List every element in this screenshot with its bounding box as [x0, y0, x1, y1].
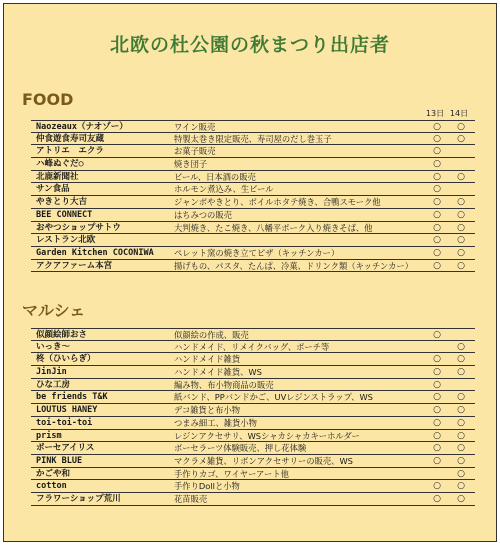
day-14-mark: ○: [457, 235, 465, 246]
day-13-mark: ○: [433, 330, 441, 340]
day-14-mark: ○: [457, 405, 465, 416]
vendor-description: 手作りカゴ、ワイヤーアート他: [174, 468, 289, 479]
vendor-name: 仲食遊食寿司友蔵: [36, 133, 105, 144]
vendor-name: PINK BLUE: [36, 455, 83, 466]
vendor-name: be friends T&K: [36, 392, 108, 403]
vendor-description: ペレット窯の焼き立てピザ（キッチンカー）: [174, 247, 340, 258]
vendor-name: フラワーショップ荒川: [36, 493, 121, 504]
vendor-description: ジャンボやきとり、ボイルホタテ焼き、合鴨スモーク他: [174, 197, 381, 208]
vendor-description: ハンドメイド雑貨: [174, 354, 241, 365]
vendor-description: ビール、日本酒の販売: [174, 171, 256, 182]
day-13-mark: ○: [433, 417, 441, 428]
vendor-description: デコ雑貨と布小物: [174, 405, 241, 416]
marche-vendor-table: [31, 328, 475, 506]
day-14-mark: ○: [457, 367, 465, 378]
vendor-name: アトリエ エクラ: [36, 146, 104, 157]
day-14-mark: ○: [457, 222, 465, 233]
vendor-name: 北鹿新聞社: [36, 171, 79, 182]
vendor-name: ボーセアイリス: [36, 443, 95, 454]
day-13-mark: ○: [433, 184, 441, 195]
day-13-mark: ○: [433, 247, 441, 258]
vendor-description: ハンドメイド、リメイクバッグ、ポーチ等: [174, 341, 330, 352]
vendor-description: 紙バンド、PPバンドかご、UVレジンストラップ、WS: [174, 392, 373, 403]
vendor-description: ボーセラーツ体験販売、押し花体験: [174, 443, 307, 454]
table-row: [31, 183, 475, 196]
vendor-description: はちみつの販売: [174, 209, 232, 220]
day-13-mark: ○: [433, 159, 441, 170]
day-13-mark: ○: [433, 171, 441, 182]
day-14-mark: ○: [457, 481, 465, 492]
table-row: [31, 260, 475, 273]
table-row: [31, 455, 475, 468]
vendor-description: 似顔絵の作成、販売: [174, 330, 249, 340]
table-row: [31, 366, 475, 379]
vendor-name: cotton: [36, 481, 67, 492]
table-row: [31, 442, 475, 455]
vendor-name: ひな工房: [36, 379, 71, 390]
table-row: [31, 133, 475, 146]
day-14-mark: ○: [457, 171, 465, 182]
vendor-name: かごや和: [36, 468, 71, 479]
table-row: [31, 158, 475, 171]
vendor-name: おやつショップサトウ: [36, 222, 121, 233]
day-14-mark: ○: [457, 209, 465, 220]
table-row: [31, 391, 475, 404]
day-14-mark: ○: [457, 392, 465, 403]
vendor-description: 手作りDollと小物: [174, 481, 240, 492]
vendor-description: 焼き団子: [174, 159, 208, 170]
table-row: [31, 171, 475, 184]
food-vendor-table: [31, 120, 475, 272]
day-13-mark: ○: [433, 405, 441, 416]
table-row: [31, 234, 475, 247]
vendor-description: ワイン販売: [174, 122, 216, 132]
table-row: [31, 468, 475, 481]
day-13-mark: ○: [433, 443, 441, 454]
section-heading-food: FOOD: [22, 90, 74, 109]
table-row: [31, 480, 475, 493]
vendor-description: マクラメ雑貨、リボンアクセサリーの販売、WS: [174, 455, 353, 466]
vendor-description: レジンアクセサリ、WSシャカシャカキーホルダー: [174, 430, 360, 441]
day-13-mark: ○: [433, 392, 441, 403]
day-14-mark: ○: [457, 493, 465, 504]
vendor-name: アクアファーム本宮: [36, 260, 113, 271]
vendor-description: 揚げもの、パスタ、たんぱ、冷菓、ドリンク類（キッチンカー）: [174, 260, 414, 271]
day-13-mark: ○: [433, 133, 441, 144]
vendor-name: LOUTUS HANEY: [36, 405, 98, 416]
vendor-name: toi-toi-toi: [36, 417, 93, 428]
vendor-name: 似顔絵師おさ: [36, 330, 88, 340]
vendor-description: つまみ細工、雑貨小物: [174, 417, 257, 428]
vendor-name: prism: [36, 430, 62, 441]
vendor-name: いっき～: [36, 341, 71, 352]
day-13-mark: ○: [433, 222, 441, 233]
day-13-mark: ○: [433, 235, 441, 246]
day-13-mark: ○: [433, 122, 441, 132]
vendor-name: 柊（ひいらぎ）: [36, 354, 96, 365]
day-13-mark: ○: [433, 430, 441, 441]
vendor-description: 花苗販売: [174, 493, 208, 504]
day-13-mark: ○: [433, 354, 441, 365]
table-row: [31, 417, 475, 430]
vendor-description: 特製太巻き限定販売、寿司屋のだし巻玉子: [174, 133, 332, 144]
day-14-mark: ○: [457, 443, 465, 454]
table-row: [31, 430, 475, 443]
table-row: [31, 404, 475, 417]
vendor-description: ハンドメイド雑貨、WS: [174, 367, 262, 378]
vendor-description: 編み物、布小物商品の販売: [174, 379, 274, 390]
table-row: [31, 145, 475, 158]
day-13-mark: ○: [433, 493, 441, 504]
day-13-mark: ○: [433, 481, 441, 492]
day-14-mark: ○: [457, 354, 465, 365]
vendor-name: やきとり大吉: [36, 197, 88, 208]
day-header-13: 13日: [425, 109, 445, 118]
vendor-name: BEE CONNECT: [36, 209, 93, 220]
table-row: [31, 379, 475, 392]
day-13-mark: ○: [433, 260, 441, 271]
day-13-mark: ○: [433, 197, 441, 208]
day-13-mark: ○: [433, 146, 441, 157]
flyer-page: [3, 3, 497, 542]
page-title: 北欧の杜公園の秋まつり出店者: [109, 34, 390, 56]
day-14-mark: ○: [457, 417, 465, 428]
day-13-mark: ○: [433, 379, 441, 390]
vendor-name: Naozeaux（ナオゾー）: [36, 122, 128, 132]
section-heading-marche: マルシェ: [22, 301, 86, 320]
table-row: [31, 209, 475, 222]
day-header-14: 14日: [449, 109, 469, 118]
day-14-mark: ○: [457, 341, 465, 352]
vendor-description: お菓子販売: [174, 146, 216, 157]
day-14-mark: ○: [457, 122, 465, 132]
day-14-mark: ○: [457, 247, 465, 258]
table-row: [31, 222, 475, 235]
table-row: [31, 353, 475, 366]
vendor-description: 大判焼き、たこ焼き、八幡平ポーク入り焼きそば、他: [174, 222, 373, 233]
vendor-name: レストラン北欧: [36, 235, 96, 246]
table-row: [31, 328, 475, 341]
day-13-mark: ○: [433, 209, 441, 220]
table-row: [31, 341, 475, 354]
day-14-mark: ○: [457, 133, 465, 144]
vendor-name: サン食品: [36, 184, 70, 195]
day-14-mark: ○: [457, 197, 465, 208]
table-row: [31, 120, 475, 133]
day-14-mark: ○: [457, 455, 465, 466]
table-row: [31, 247, 475, 260]
day-14-mark: ○: [457, 430, 465, 441]
day-14-mark: ○: [457, 260, 465, 271]
table-row: [31, 493, 475, 506]
vendor-name: JinJin: [36, 367, 67, 378]
vendor-name: ハ峰ぬぐだ○: [36, 159, 84, 170]
day-14-mark: ○: [457, 468, 465, 479]
day-13-mark: ○: [433, 455, 441, 466]
vendor-name: Garden Kitchen COCONIWA: [36, 247, 154, 258]
table-row: [31, 196, 475, 209]
day-13-mark: ○: [433, 367, 441, 378]
vendor-description: ホルモン煮込み、生ビール: [174, 184, 274, 195]
